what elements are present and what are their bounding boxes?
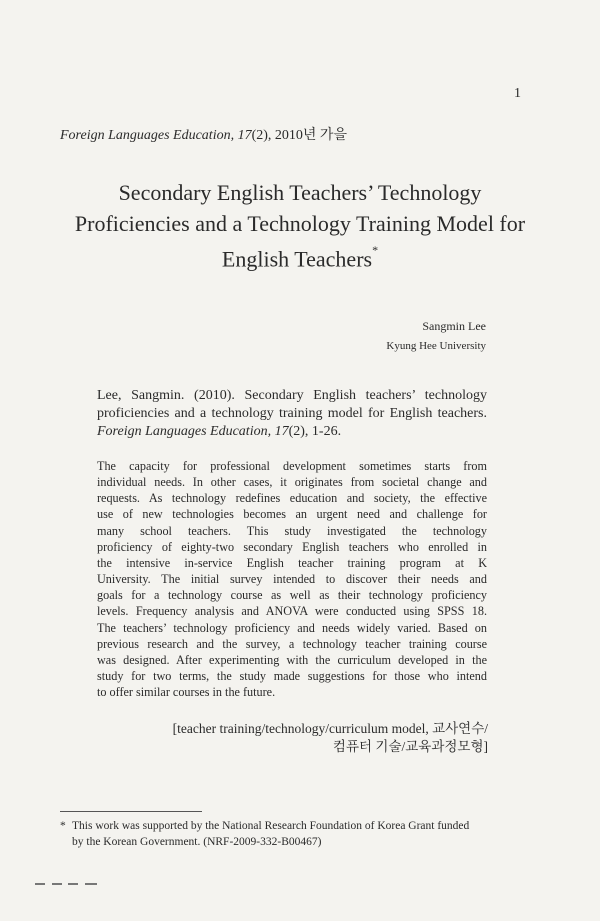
journal-volume: 17 [237, 128, 252, 143]
page-number: 1 [514, 86, 521, 101]
article-title [40, 177, 560, 274]
abstract-line: requests. As technology redefines education and society, the effective [97, 491, 487, 506]
citation [97, 387, 487, 441]
footnote-line-2: by the Korean Government. (NRF-2009-332-B00467) [72, 836, 322, 848]
abstract-line: to offer similar courses in the future. [97, 685, 276, 700]
scan-mark [35, 883, 45, 885]
abstract-line: The teachers’ technology proficiency and needs widely varied. Based on [97, 620, 487, 635]
title-line-1: Secondary English Teachers’ Technology [118, 180, 482, 205]
author-affiliation: Kyung Hee University [386, 340, 486, 352]
citation-lead: Lee, Sangmin. (2010). Secondary English teachers’ technology proficiencies and a technology training model for English teachers. [97, 388, 487, 421]
title-line-3-text: English Teachers [221, 246, 373, 272]
scan-mark [68, 883, 78, 885]
footnote-line-1 [60, 818, 528, 834]
abstract-line: proficiency of eighty-two secondary English teachers who enrolled in [97, 539, 487, 554]
title-line-2: Proficiencies and a Technology Training Model for [74, 211, 526, 236]
citation-tail: (2), 1-26. [288, 424, 342, 439]
abstract-line: the intensive in-service English teacher training program at K [97, 555, 487, 570]
author-block [386, 316, 486, 356]
footnote-text-1: This work was supported by the National Research Foundation of Korea Grant funded [72, 820, 470, 832]
keywords-line-2: 컴퓨터 기술/교육과정모형] [332, 739, 488, 754]
title-footnote-mark: * [372, 243, 379, 257]
abstract-line: goals for a technology course as well as their technology proficiency [97, 588, 487, 603]
scan-mark [52, 883, 62, 885]
footnote-divider [60, 811, 202, 812]
abstract-line: University. The initial survey intended to discover their needs and [97, 572, 487, 587]
bottom-scan-marks [35, 883, 97, 885]
footnote-mark: * [60, 820, 66, 832]
scan-mark [85, 883, 97, 885]
journal-issue-year: (2), 2010년 가을 [251, 128, 347, 143]
citation-journal: Foreign Languages Education, [97, 424, 272, 439]
abstract-line: study for two terms, the study made suggestions for those who intend [97, 669, 487, 684]
abstract-line: levels. Frequency analysis and ANOVA were conducted using SPSS 18. [97, 604, 487, 619]
keywords [173, 720, 488, 756]
citation-volume: 17 [274, 424, 289, 439]
footnote [60, 818, 528, 850]
abstract-line: was designed. After experimenting with the curriculum developed in the [97, 652, 487, 667]
title-line-3 [40, 239, 560, 274]
abstract-line: previous research and the survey, a technology teacher training course [97, 636, 487, 651]
abstract-line: individual needs. In other cases, it originates from societal change and [97, 475, 487, 490]
abstract-line: many school teachers. This study investigated the technology [97, 523, 487, 538]
abstract-line: use of new technologies becomes an urgent need and challenge for [97, 507, 487, 522]
author-name: Sangmin Lee [422, 319, 486, 333]
keywords-line-1: [teacher training/technology/curriculum model, 교사연수/ [172, 721, 488, 736]
journal-name: Foreign Languages Education, [60, 128, 235, 143]
abstract [97, 458, 487, 700]
abstract-line: The capacity for professional development sometimes starts from [97, 459, 487, 473]
journal-header [60, 124, 347, 144]
